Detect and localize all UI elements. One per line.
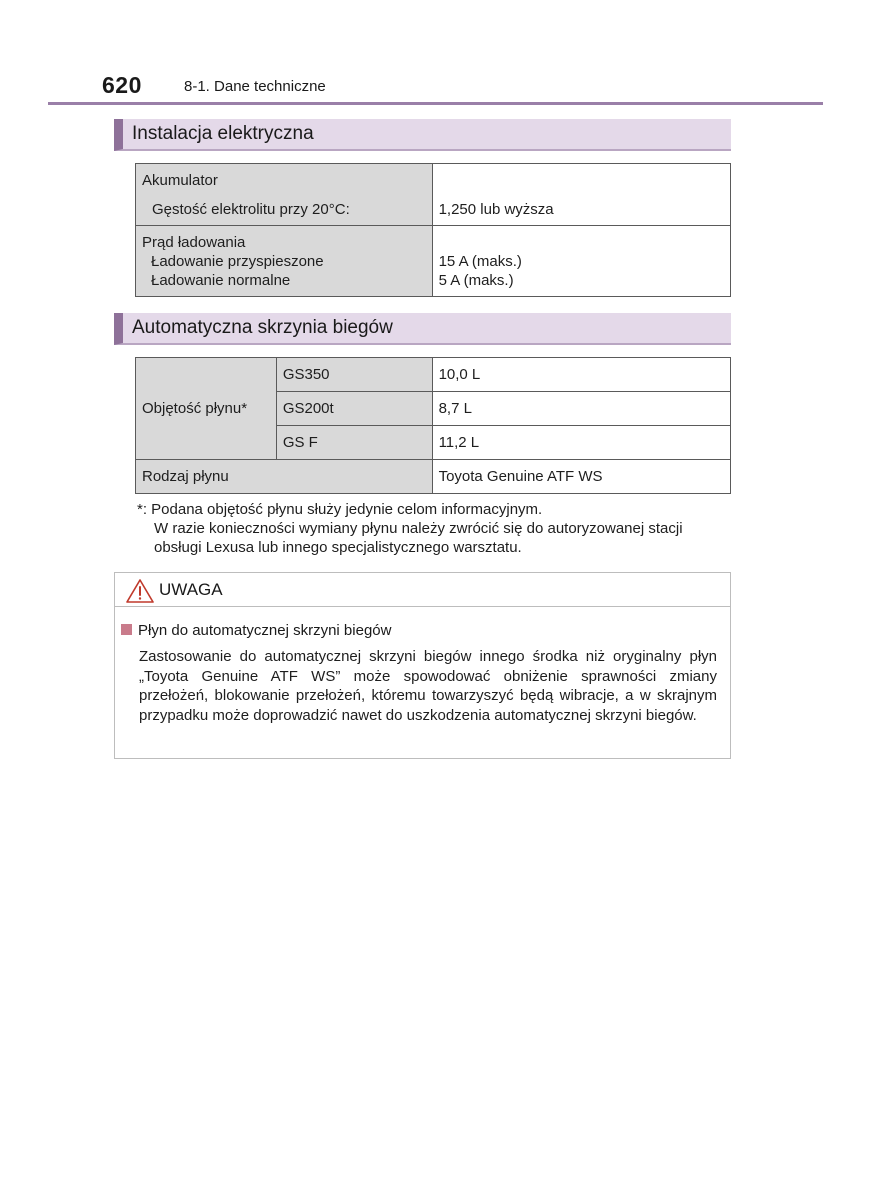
header-rule xyxy=(48,102,823,105)
value-cell: 8,7 L xyxy=(432,392,730,426)
footnote-line: W razie konieczności wymiany płynu należy zwrócić się do autoryzowanej stacji xyxy=(154,520,683,537)
table-row xyxy=(136,460,731,494)
warning-triangle-icon xyxy=(125,578,155,604)
table-row xyxy=(136,164,731,226)
volume-label: Objętość płynu* xyxy=(136,358,277,460)
warning-box xyxy=(114,572,731,759)
table-row xyxy=(136,226,731,297)
page-header xyxy=(0,0,877,110)
footnote xyxy=(137,500,737,557)
charge-value-cell xyxy=(432,226,730,297)
fluid-type-value: Toyota Genuine ATF WS xyxy=(432,460,730,494)
normal-charge-label: Ładowanie normalne xyxy=(151,272,291,289)
density-label: Gęstość elektrolitu przy 20°C: xyxy=(152,201,350,218)
transmission-spec-table xyxy=(135,357,731,494)
warning-header xyxy=(115,573,730,607)
square-bullet-icon xyxy=(121,624,132,635)
section-electrical-title: Instalacja elektryczna xyxy=(132,123,314,144)
density-value-cell xyxy=(432,164,730,226)
charge-cell xyxy=(136,226,433,297)
value-cell: 10,0 L xyxy=(432,358,730,392)
footnote-line: *: Podana objętość płynu służy jedynie celom informacyjnym. xyxy=(137,501,543,518)
fluid-type-label: Rodzaj płynu xyxy=(136,460,433,494)
battery-cell xyxy=(136,164,433,226)
model-cell: GS F xyxy=(276,426,432,460)
section-transmission-title: Automatyczna skrzynia biegów xyxy=(132,317,393,338)
footnote-line: obsługi Lexusa lub innego specjalistycznego warsztatu. xyxy=(154,539,522,556)
model-cell: GS350 xyxy=(276,358,432,392)
page-number: 620 xyxy=(102,72,142,98)
section-electrical-heading xyxy=(114,119,731,151)
density-value: 1,250 lub wyższa xyxy=(438,201,554,218)
table-row xyxy=(136,358,731,392)
normal-charge-value: 5 A (maks.) xyxy=(438,272,514,289)
model-cell: GS200t xyxy=(276,392,432,426)
fast-charge-value: 15 A (maks.) xyxy=(438,253,522,270)
value-cell: 11,2 L xyxy=(432,426,730,460)
fast-charge-label: Ładowanie przyspieszone xyxy=(151,253,324,270)
warning-title: UWAGA xyxy=(159,580,223,599)
chapter-title: 8-1. Dane techniczne xyxy=(184,78,326,95)
warning-item xyxy=(121,622,391,639)
warning-item-title: Płyn do automatycznej skrzyni biegów xyxy=(138,622,392,639)
electrical-spec-table xyxy=(135,163,731,297)
section-transmission-heading xyxy=(114,313,731,345)
charge-label: Prąd ładowania xyxy=(142,234,246,251)
warning-text: Zastosowanie do automatycznej skrzyni biegów innego środka niż oryginalny płyn „Toyota Genuine ATF WS” może spowodować obniżenie sprawności zmiany przełożeń, blokowanie przełożeń, któremu towarzyszyć będą wibracje, a w skrajnym przypadku może doprowadzić nawet do uszkodzenia automatycznej skrzyni biegów. xyxy=(139,648,717,724)
battery-label: Akumulator xyxy=(142,172,218,189)
